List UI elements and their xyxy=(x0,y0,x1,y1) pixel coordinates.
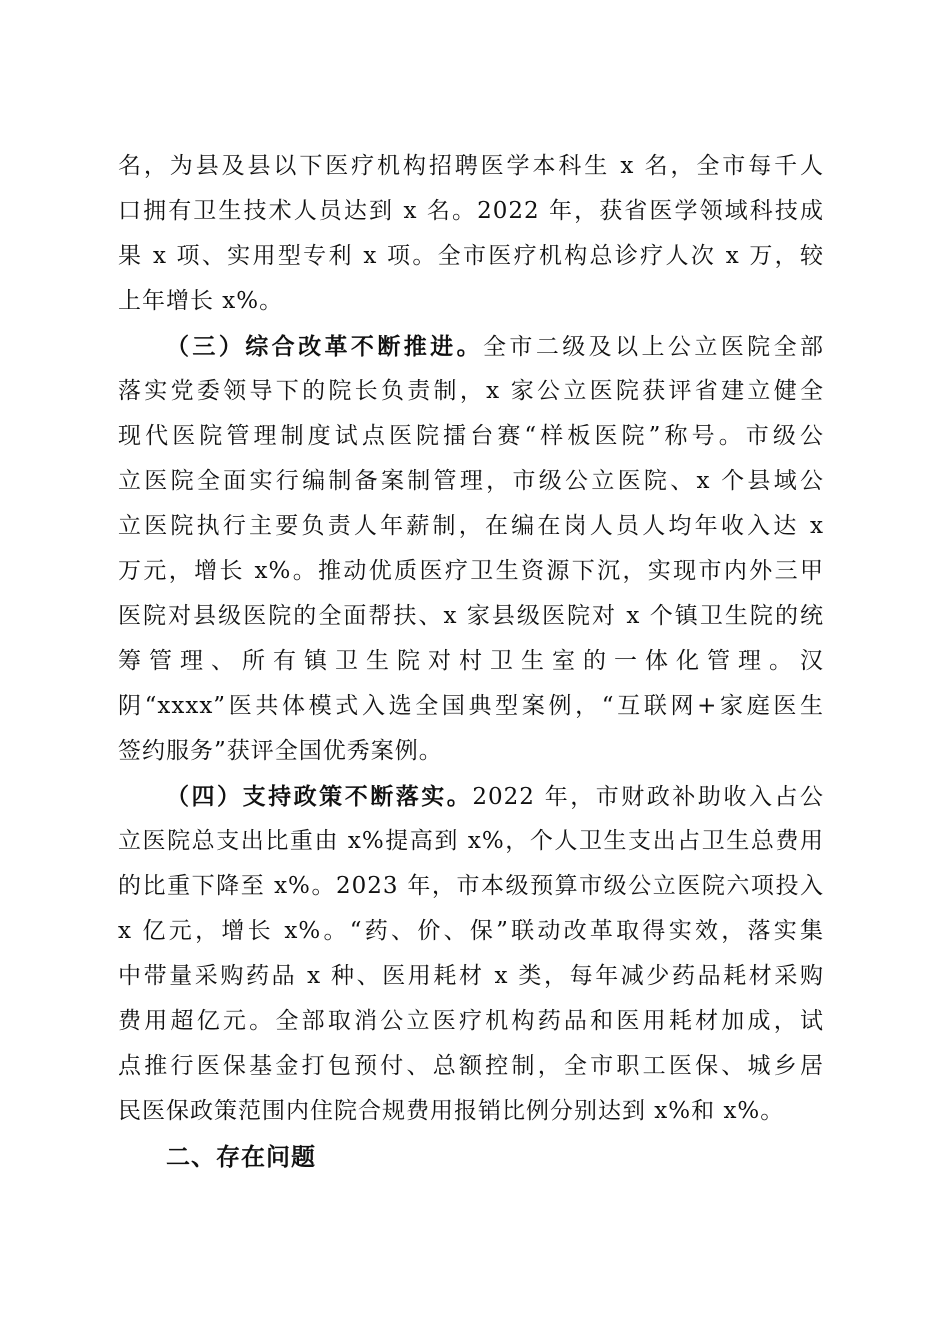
text-line: 立医院总支出比重由 x%提高到 x%，个人卫生支出占卫生总费用 xyxy=(118,828,824,854)
text-line: 名，为县及县以下医疗机构招聘医学本科生 x 名，全市每千人 xyxy=(118,153,824,179)
text-line: 万元，增长 x%。推动优质医疗卫生资源下沉，实现市内外三甲 xyxy=(118,558,824,584)
paragraph-personnel-stats xyxy=(118,144,824,324)
text-line: 的比重下降至 x%。2023 年，市本级预算市级公立医院六项投入 xyxy=(118,873,824,899)
section-heading: 二、存在问题 xyxy=(166,1142,316,1171)
text-line: x 亿元，增长 x%。“药、价、保”联动改革取得实效，落实集 xyxy=(118,918,824,944)
text-line: 点推行医保基金打包预付、总额控制，全市职工医保、城乡居 xyxy=(118,1053,824,1079)
text-line: 落实党委领导下的院长负责制，x 家公立医院获评省建立健全 xyxy=(118,378,824,404)
paragraph-comprehensive-reform xyxy=(118,324,824,774)
text-fragment: 2022 年，市财政补助收入占公 xyxy=(472,784,824,810)
text-line: 阴“xxxx”医共体模式入选全国典型案例，“互联网+家庭医生 xyxy=(118,693,824,719)
text-line: 果 x 项、实用型专利 x 项。全市医疗机构总诊疗人次 x 万，较 xyxy=(118,243,824,269)
subsection-title: （三）综合改革不断推进。 xyxy=(166,333,483,360)
text-line: 立医院全面实行编制备案制管理，市级公立医院、x 个县域公 xyxy=(118,468,824,494)
subsection-title: （四）支持政策不断落实。 xyxy=(166,783,473,810)
paragraph-policy-support xyxy=(118,774,824,1134)
text-line: 立医院执行主要负责人年薪制，在编在岗人员人均年收入达 x xyxy=(118,513,824,539)
text-line: 上年增长 x%。 xyxy=(118,288,284,314)
text-line: 中带量采购药品 x 种、医用耗材 x 类，每年减少药品耗材采购 xyxy=(118,963,824,989)
text-line: 口拥有卫生技术人员达到 x 名。2022 年，获省医学领域科技成 xyxy=(118,198,824,224)
text-fragment: 全市二级及以上公立医院全部 xyxy=(483,334,824,360)
paragraph-first-line xyxy=(118,324,824,369)
text-line: 医院对县级医院的全面帮扶、x 家县级医院对 x 个镇卫生院的统 xyxy=(118,603,824,629)
document-body xyxy=(118,144,824,1179)
text-line: 签约服务”获评全国优秀案例。 xyxy=(118,738,443,764)
paragraph-first-line xyxy=(118,774,824,819)
text-line: 费用超亿元。全部取消公立医疗机构药品和医用耗材加成，试 xyxy=(118,1008,824,1034)
text-line: 民医保政策范围内住院合规费用报销比例分别达到 x%和 x%。 xyxy=(118,1098,785,1124)
text-line: 筹管理、所有镇卫生院对村卫生室的一体化管理。汉 xyxy=(118,648,824,674)
text-line: 现代医院管理制度试点医院擂台赛“样板医院”称号。市级公 xyxy=(118,423,824,449)
